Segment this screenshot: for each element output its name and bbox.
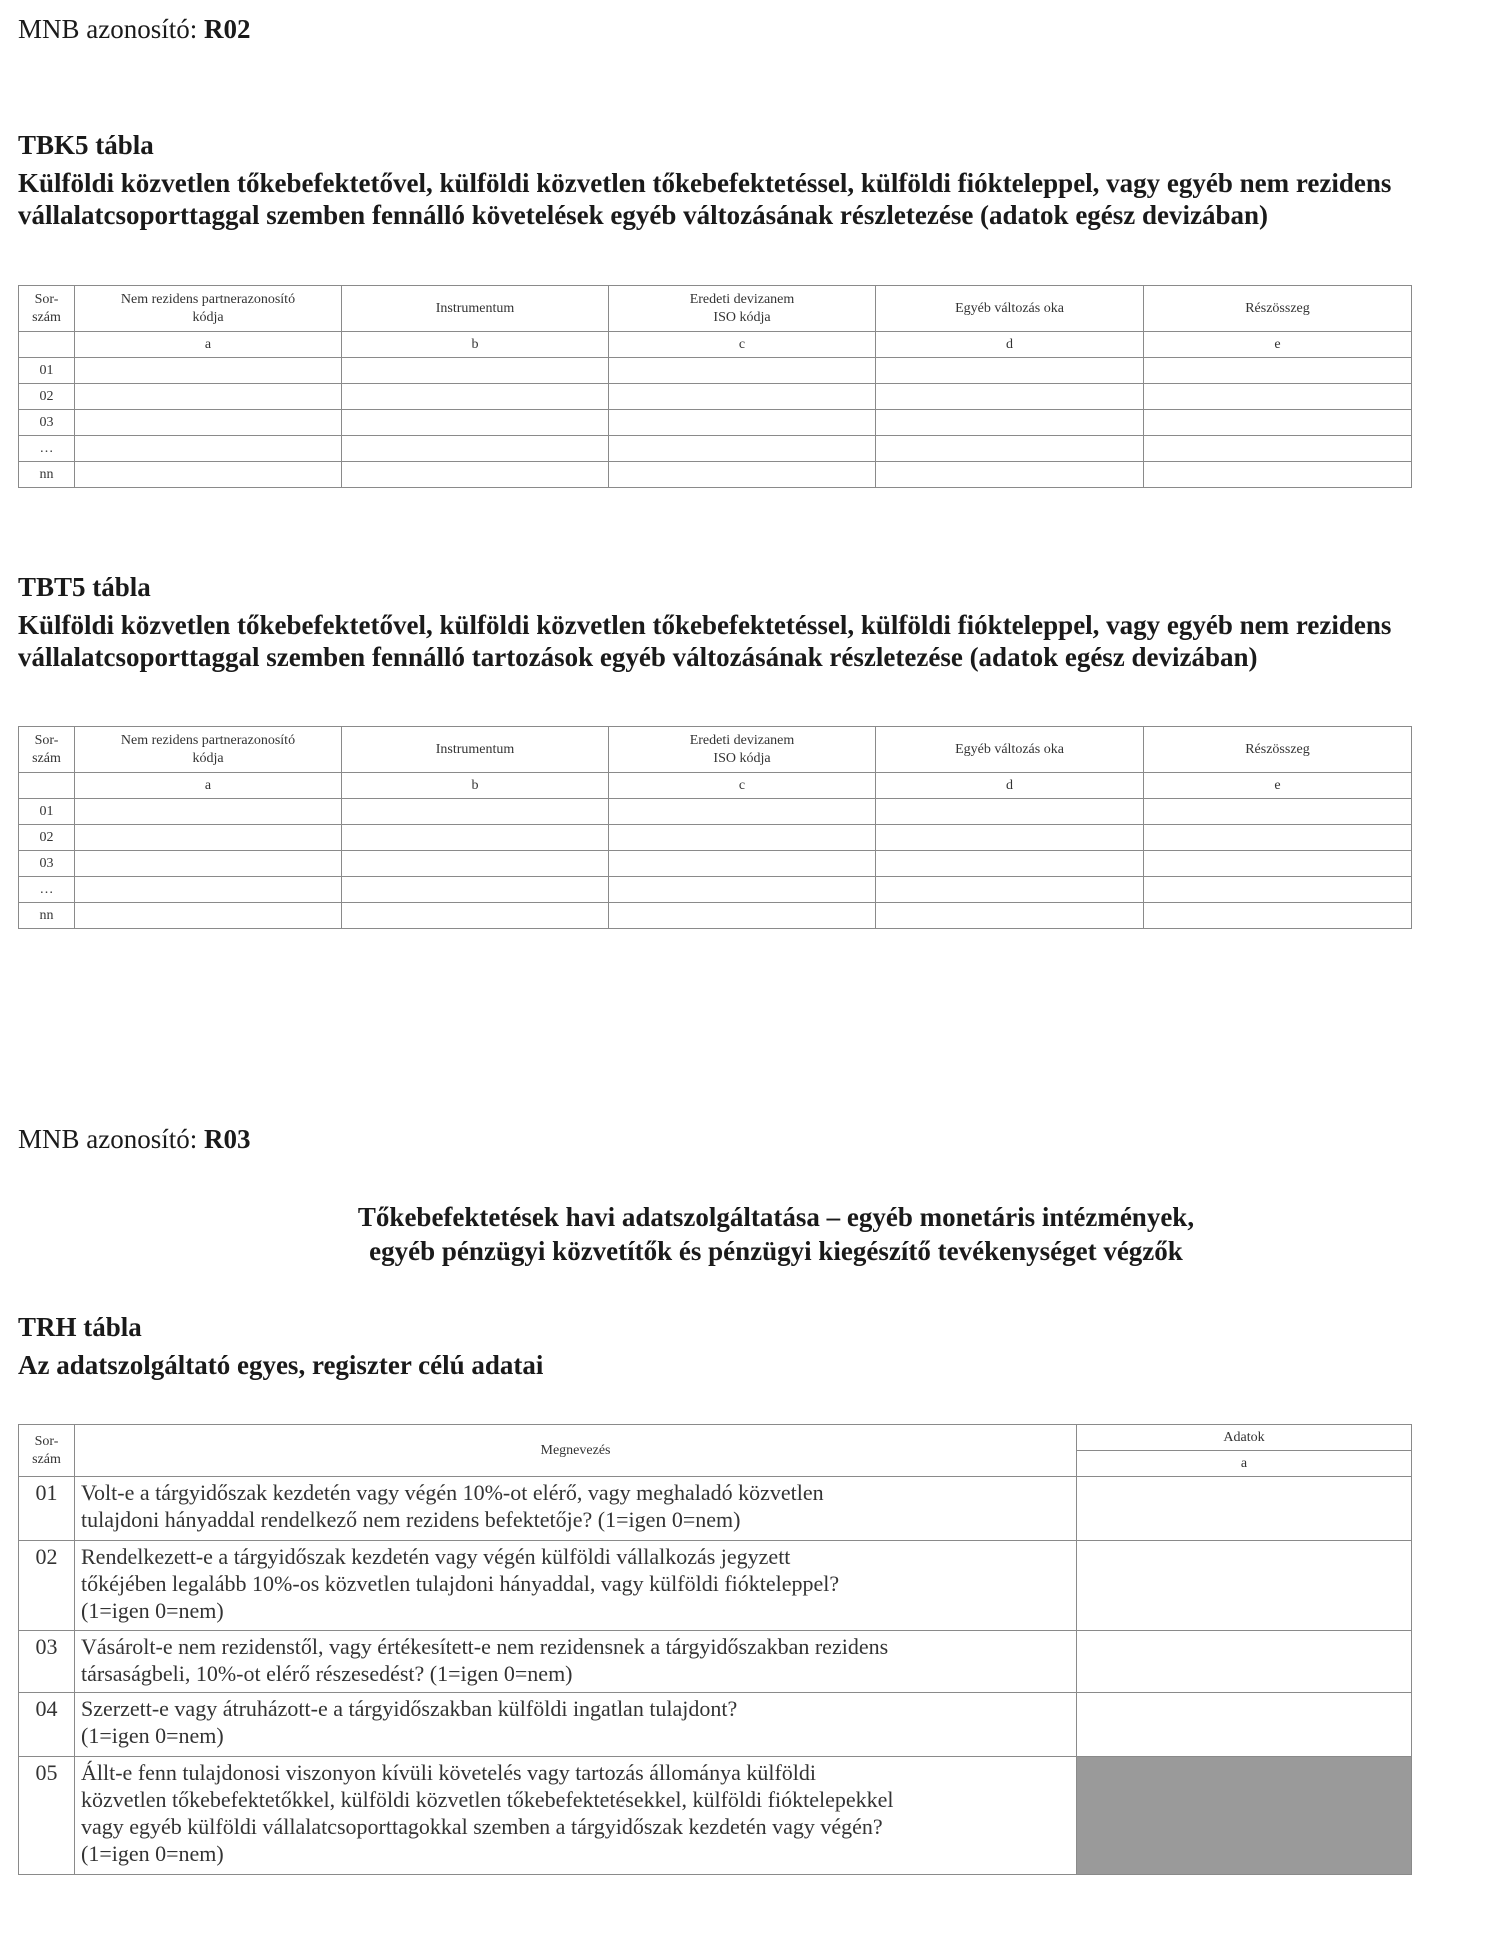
data-cell[interactable] <box>609 851 876 877</box>
header-devizanem: Eredeti devizanem ISO kódja <box>609 727 876 773</box>
table-title-tbk5: TBK5 tábla <box>18 130 154 160</box>
table-row <box>19 358 1412 384</box>
data-cell[interactable] <box>876 436 1144 462</box>
data-cell[interactable] <box>609 358 876 384</box>
data-cell[interactable] <box>75 436 342 462</box>
data-cell[interactable] <box>609 799 876 825</box>
mnb-identifier-r03 <box>18 1124 251 1155</box>
data-cell[interactable] <box>876 410 1144 436</box>
header-letter: a <box>75 773 342 799</box>
header-reszosszeg: Részösszeg <box>1144 727 1412 773</box>
data-cell[interactable] <box>609 384 876 410</box>
header-letter: a <box>75 332 342 358</box>
data-cell[interactable] <box>75 877 342 903</box>
table-row <box>19 825 1412 851</box>
table-description-trh: Az adatszolgáltató egyes, regiszter célú adatai <box>18 1350 544 1380</box>
table-row <box>19 799 1412 825</box>
row-number: 01 <box>19 1477 75 1541</box>
data-cell[interactable] <box>342 384 609 410</box>
row-number: nn <box>19 903 75 929</box>
mnb-identifier-r02 <box>18 14 251 45</box>
header-letter: e <box>1144 332 1412 358</box>
data-cell[interactable] <box>342 799 609 825</box>
data-cell[interactable] <box>75 462 342 488</box>
data-cell[interactable] <box>342 410 609 436</box>
row-number: 02 <box>19 825 75 851</box>
data-cell[interactable] <box>342 825 609 851</box>
mnb-label: MNB azonosító: <box>18 14 198 44</box>
row-number: 05 <box>19 1757 75 1875</box>
table-row <box>19 1693 1412 1757</box>
data-cell[interactable] <box>342 358 609 384</box>
row-description: Állt-e fenn tulajdonosi viszonyon kívüli követelés vagy tartozás állománya külföldi közvetlen tőkebefektetőkkel, külföldi közvetlen tőkebefektetésekkel, külföldi fióktelepekkel vagy egyéb külföldi vállalatcsoporttagokkal szemben a tárgyidőszak kezdetén vagy végén? (1=igen 0=nem) <box>75 1757 1077 1875</box>
table-row <box>19 410 1412 436</box>
data-cell[interactable] <box>342 462 609 488</box>
data-cell[interactable] <box>1144 877 1412 903</box>
data-cell[interactable] <box>1144 851 1412 877</box>
row-number: 02 <box>19 384 75 410</box>
data-cell[interactable] <box>876 877 1144 903</box>
row-number: … <box>19 877 75 903</box>
table-row <box>19 436 1412 462</box>
header-letter: d <box>876 773 1144 799</box>
data-cell[interactable] <box>609 462 876 488</box>
header-partner-id: Nem rezidens partnerazonosító kódja <box>75 286 342 332</box>
data-cell[interactable] <box>75 799 342 825</box>
mnb-code: R03 <box>204 1124 251 1154</box>
table-description-tbk5: Külföldi közvetlen tőkebefektetővel, külföldi közvetlen tőkebefektetéssel, külföldi fiókteleppel, vagy egyéb nem rezidens vállalatcsoporttaggal szemben fennálló követelések egyéb változásának részletezése (adatok egész devizában) <box>18 168 1392 230</box>
report-title: Tőkebefektetések havi adatszolgáltatása – egyéb monetáris intézmények, egyéb pénzügyi közvetítők és pénzügyi kiegészítő tevékenységet végzők <box>357 1202 1195 1266</box>
data-cell[interactable] <box>1144 825 1412 851</box>
header-sorszam: Sor- szám <box>19 1425 75 1477</box>
header-letter: b <box>342 332 609 358</box>
table-description-tbt5: Külföldi közvetlen tőkebefektetővel, külföldi közvetlen tőkebefektetéssel, külföldi fiókteleppel, vagy egyéb nem rezidens vállalatcsoporttaggal szemben fennálló tartozások egyéb változásának részletezése (adatok egész devizában) <box>18 610 1392 672</box>
data-cell[interactable] <box>1144 462 1412 488</box>
header-letter-empty <box>19 332 75 358</box>
data-cell[interactable] <box>876 851 1144 877</box>
row-number: 03 <box>19 410 75 436</box>
data-cell[interactable] <box>1077 1631 1412 1693</box>
header-letter: b <box>342 773 609 799</box>
tbt5-table <box>18 726 1412 929</box>
trh-table <box>18 1424 1412 1875</box>
row-number: 01 <box>19 799 75 825</box>
row-description: Rendelkezett-e a tárgyidőszak kezdetén vagy végén külföldi vállalkozás jegyzett tőkéjében legalább 10%-os közvetlen tulajdoni hányaddal, vagy külföldi fiókteleppel? (1=igen 0=nem) <box>75 1541 1077 1631</box>
row-number: 04 <box>19 1693 75 1757</box>
data-cell[interactable] <box>75 384 342 410</box>
table-title-trh: TRH tábla <box>18 1312 142 1342</box>
row-number: 03 <box>19 851 75 877</box>
table-row <box>19 1477 1412 1541</box>
header-megnevezes: Megnevezés <box>75 1425 1077 1477</box>
table-row <box>19 1631 1412 1693</box>
table-row <box>19 877 1412 903</box>
data-cell[interactable] <box>876 799 1144 825</box>
header-reszosszeg: Részösszeg <box>1144 286 1412 332</box>
header-instrumentum: Instrumentum <box>342 727 609 773</box>
data-cell[interactable] <box>609 877 876 903</box>
header-sorszam: Sor- szám <box>19 286 75 332</box>
data-cell[interactable] <box>609 436 876 462</box>
header-instrumentum: Instrumentum <box>342 286 609 332</box>
header-partner-id: Nem rezidens partnerazonosító kódja <box>75 727 342 773</box>
header-letter: c <box>609 773 876 799</box>
data-cell[interactable] <box>1144 358 1412 384</box>
table-row <box>19 384 1412 410</box>
data-cell[interactable] <box>75 825 342 851</box>
table-title-tbt5: TBT5 tábla <box>18 572 151 602</box>
header-letter: e <box>1144 773 1412 799</box>
data-cell[interactable] <box>342 903 609 929</box>
shaded-cell <box>1077 1757 1412 1875</box>
row-number: 01 <box>19 358 75 384</box>
header-sorszam: Sor- szám <box>19 727 75 773</box>
row-number: nn <box>19 462 75 488</box>
header-letter-empty <box>19 773 75 799</box>
data-cell[interactable] <box>75 358 342 384</box>
data-cell[interactable] <box>1144 436 1412 462</box>
table-row <box>19 1541 1412 1631</box>
header-adatok: Adatok <box>1077 1425 1412 1451</box>
data-cell[interactable] <box>342 877 609 903</box>
data-cell[interactable] <box>609 825 876 851</box>
row-number: … <box>19 436 75 462</box>
data-cell[interactable] <box>75 851 342 877</box>
data-cell[interactable] <box>609 410 876 436</box>
data-cell[interactable] <box>342 436 609 462</box>
table-row <box>19 903 1412 929</box>
data-cell[interactable] <box>1144 410 1412 436</box>
mnb-label: MNB azonosító: <box>18 1124 198 1154</box>
row-number: 02 <box>19 1541 75 1631</box>
data-cell[interactable] <box>1077 1693 1412 1757</box>
data-cell[interactable] <box>876 384 1144 410</box>
data-cell[interactable] <box>876 903 1144 929</box>
data-cell[interactable] <box>609 903 876 929</box>
table-row <box>19 462 1412 488</box>
header-devizanem: Eredeti devizanem ISO kódja <box>609 286 876 332</box>
header-letter: c <box>609 332 876 358</box>
data-cell[interactable] <box>75 903 342 929</box>
tbk5-table <box>18 285 1412 488</box>
row-description: Volt-e a tárgyidőszak kezdetén vagy végén 10%-ot elérő, vagy meghaladó közvetlen tulajdoni hányaddal rendelkező nem rezidens befektetője? (1=igen 0=nem) <box>75 1477 1077 1541</box>
data-cell[interactable] <box>1077 1477 1412 1541</box>
data-cell[interactable] <box>75 410 342 436</box>
data-cell[interactable] <box>342 851 609 877</box>
data-cell[interactable] <box>876 462 1144 488</box>
data-cell[interactable] <box>876 825 1144 851</box>
header-letter: a <box>1077 1451 1412 1477</box>
header-valtozas-oka: Egyéb változás oka <box>876 727 1144 773</box>
data-cell[interactable] <box>1077 1541 1412 1631</box>
header-valtozas-oka: Egyéb változás oka <box>876 286 1144 332</box>
data-cell[interactable] <box>876 358 1144 384</box>
data-cell[interactable] <box>1144 384 1412 410</box>
row-number: 03 <box>19 1631 75 1693</box>
table-row <box>19 851 1412 877</box>
row-description: Szerzett-e vagy átruházott-e a tárgyidőszakban külföldi ingatlan tulajdont? (1=igen 0=nem) <box>75 1693 1077 1757</box>
header-letter: d <box>876 332 1144 358</box>
data-cell[interactable] <box>1144 903 1412 929</box>
table-row <box>19 1757 1412 1875</box>
row-description: Vásárolt-e nem rezidenstől, vagy értékesített-e nem rezidensnek a tárgyidőszakban rezidens társaságbeli, 10%-ot elérő részesedést? (1=igen 0=nem) <box>75 1631 1077 1693</box>
mnb-code: R02 <box>204 14 251 44</box>
data-cell[interactable] <box>1144 799 1412 825</box>
